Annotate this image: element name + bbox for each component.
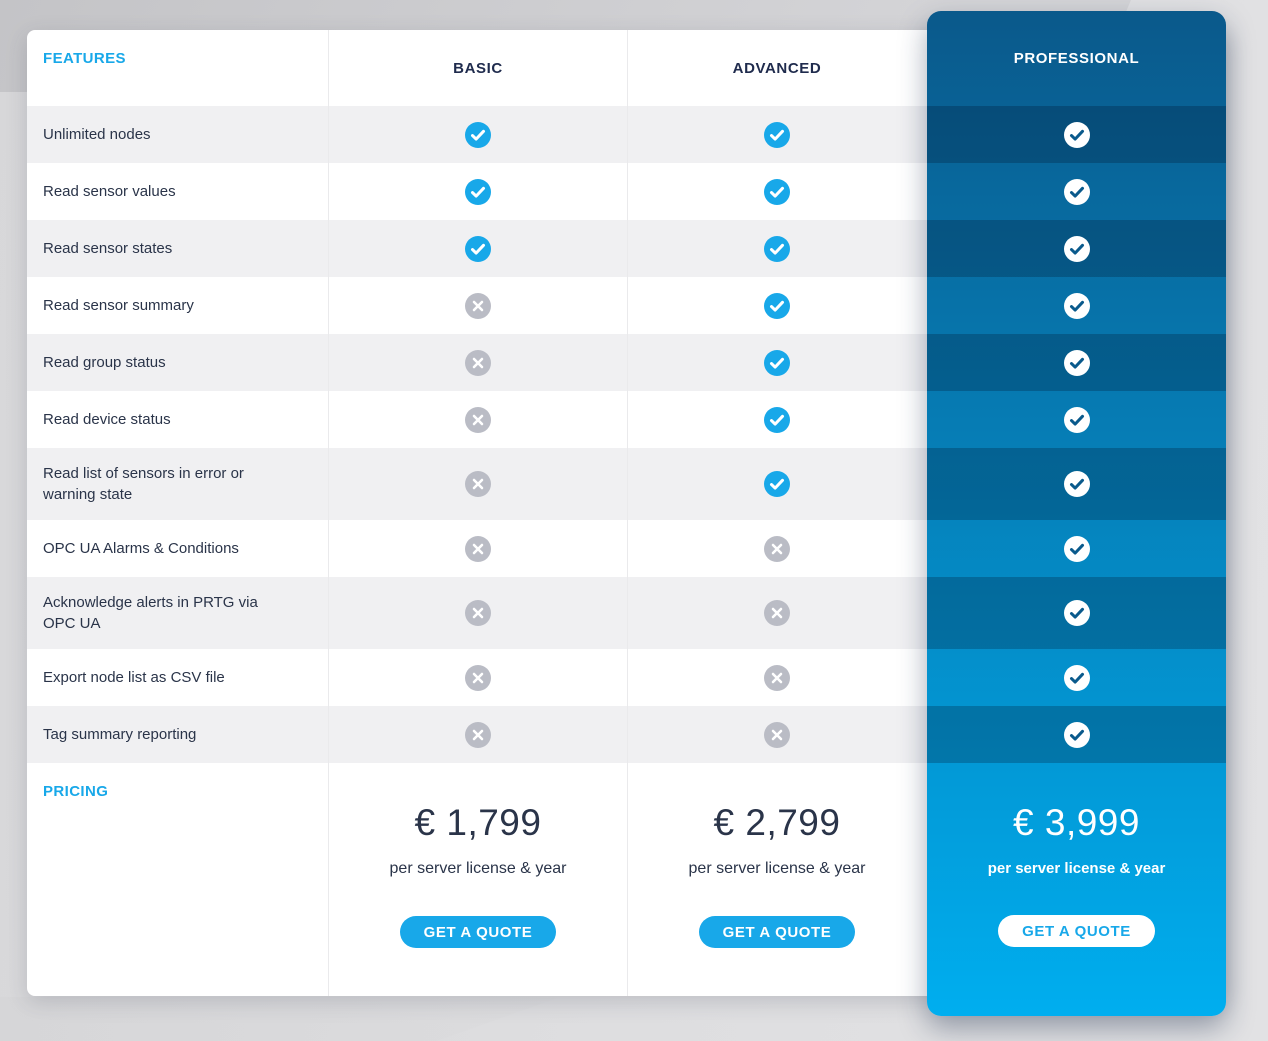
price-professional: € 3,999 [1013,802,1140,843]
price-unit-basic: per server license & year [389,860,567,877]
professional-feature-rows [927,106,1226,763]
feature-cell-basic [328,448,627,520]
check-icon [1064,600,1090,626]
feature-cell-advanced [627,334,926,391]
plan-name-advanced: ADVANCED [732,59,822,77]
feature-cell-basic [328,577,627,649]
plan-header-advanced [627,30,926,106]
feature-cell-advanced [627,577,926,649]
check-icon [1064,536,1090,562]
check-icon [1064,407,1090,433]
check-icon [1064,350,1090,376]
feature-cell-basic [328,391,627,448]
check-icon [1064,179,1090,205]
feature-label: Read group status [43,354,166,371]
cross-icon [465,471,491,497]
feature-cell-basic [328,106,627,163]
check-icon [1064,722,1090,748]
check-icon [1064,665,1090,691]
feature-cell-basic [328,706,627,763]
price-unit-advanced: per server license & year [688,860,866,877]
cross-icon [465,722,491,748]
price-advanced: € 2,799 [713,802,841,843]
feature-cell-basic [328,520,627,577]
get-a-quote-button-advanced[interactable]: GET A QUOTE [699,916,856,948]
feature-cell-advanced [627,706,926,763]
check-icon [764,122,790,148]
cross-icon [764,536,790,562]
cross-icon [764,722,790,748]
feature-cell-professional [927,334,1226,391]
plan-name-basic: BASIC [453,59,503,77]
feature-label: Read sensor values [43,183,176,200]
feature-cell-professional [927,649,1226,706]
feature-label: Unlimited nodes [43,126,151,143]
feature-cell-professional [927,391,1226,448]
feature-label: Export node list as CSV file [43,669,225,686]
feature-cell-professional [927,277,1226,334]
check-icon [465,179,491,205]
feature-cell-professional [927,220,1226,277]
check-icon [764,407,790,433]
check-icon [465,122,491,148]
feature-cell-professional [927,163,1226,220]
feature-label: OPC UA Alarms & Conditions [43,540,239,557]
check-icon [764,179,790,205]
plan-header-basic [328,30,627,106]
plan-name-professional: PROFESSIONAL [1013,50,1140,67]
feature-cell-basic [328,220,627,277]
check-icon [764,350,790,376]
feature-cell-advanced [627,649,926,706]
pricing-header-cell [27,763,328,996]
pricing-header: PRICING [43,783,109,800]
feature-cell-professional [927,106,1226,163]
get-a-quote-button-professional[interactable]: GET A QUOTE [998,915,1155,947]
feature-cell-professional [927,448,1226,520]
feature-cell-professional [927,577,1226,649]
cross-icon [465,293,491,319]
cross-icon [465,600,491,626]
check-icon [1064,236,1090,262]
feature-cell-professional [927,520,1226,577]
feature-cell-advanced [627,277,926,334]
feature-cell-advanced [627,520,926,577]
feature-cell-advanced [627,163,926,220]
plan-header-professional [927,11,1226,106]
pricing-cell-professional [927,763,1226,1016]
feature-cell-basic [328,649,627,706]
feature-label: Read sensor states [43,240,173,257]
cross-icon [764,600,790,626]
feature-label: Read device status [43,411,171,428]
check-icon [764,471,790,497]
feature-cell-advanced [627,391,926,448]
pricing-cell-advanced [627,763,926,996]
check-icon [1064,293,1090,319]
check-icon [764,236,790,262]
feature-label: Read sensor summary [43,297,194,314]
feature-label: Tag summary reporting [43,726,197,743]
feature-cell-advanced [627,448,926,520]
feature-label: Acknowledge alerts in PRTG via OPC UA [43,594,258,632]
feature-cell-advanced [627,220,926,277]
feature-cell-basic [328,277,627,334]
feature-cell-basic [328,163,627,220]
features-header-cell [27,30,328,106]
feature-cell-basic [328,334,627,391]
get-a-quote-button-basic[interactable]: GET A QUOTE [400,916,557,948]
price-basic: € 1,799 [414,802,542,843]
feature-label: Read list of sensors in error or warning state [43,465,244,503]
background-diagonal-corner [0,997,560,1041]
features-header: FEATURES [43,50,126,67]
check-icon [764,293,790,319]
cross-icon [465,350,491,376]
check-icon [465,236,491,262]
cross-icon [465,536,491,562]
feature-cell-professional [927,706,1226,763]
cross-icon [465,665,491,691]
pricing-cell-basic [328,763,627,996]
cross-icon [764,665,790,691]
feature-cell-advanced [627,106,926,163]
check-icon [1064,122,1090,148]
check-icon [1064,471,1090,497]
cross-icon [465,407,491,433]
price-unit-professional: per server license & year [987,860,1166,877]
professional-plan-card [927,11,1226,1016]
